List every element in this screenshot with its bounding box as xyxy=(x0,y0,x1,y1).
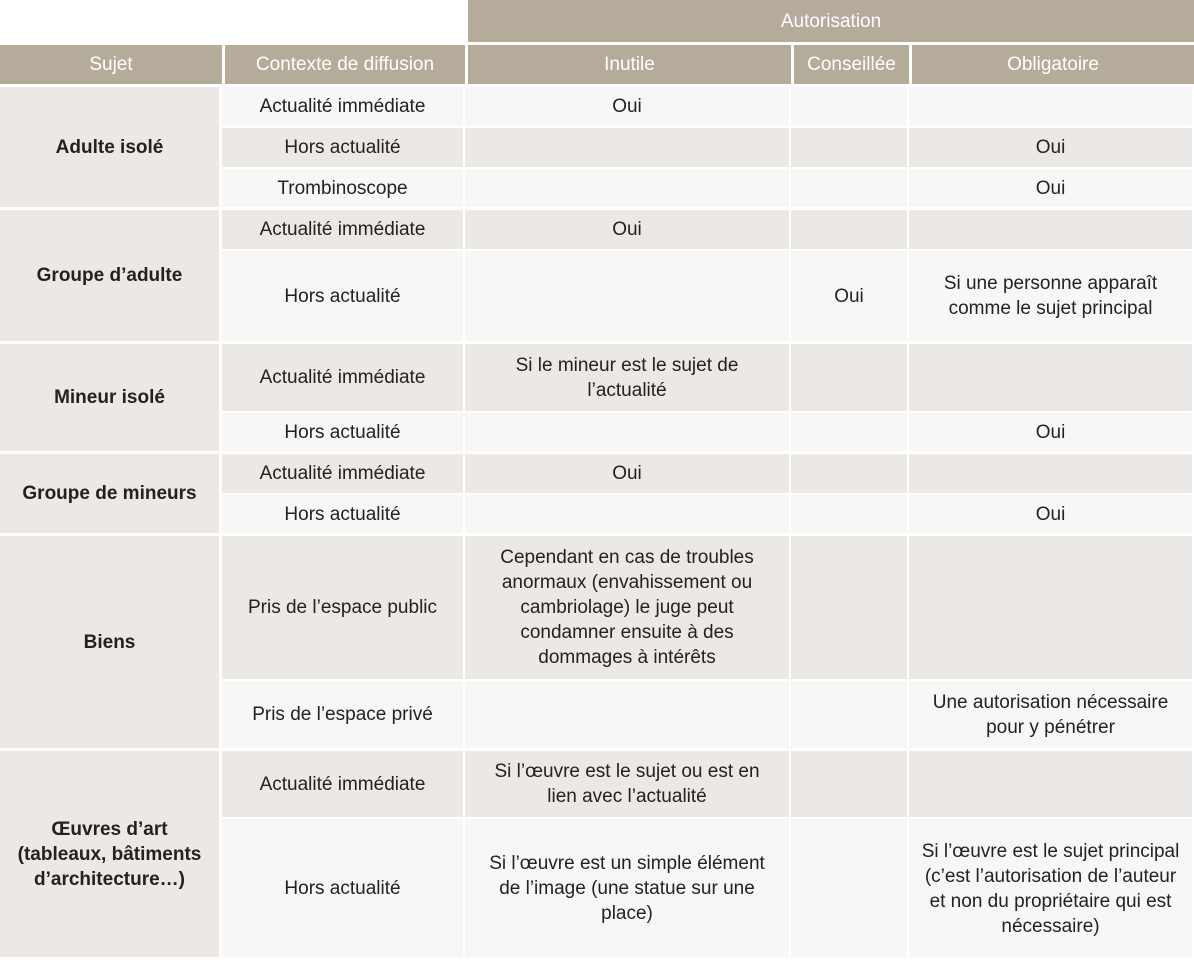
obligatoire-cell: Oui xyxy=(909,495,1194,536)
obligatoire-cell: Oui xyxy=(909,413,1194,454)
column-header-row xyxy=(0,45,1194,87)
conseillee-cell xyxy=(791,344,909,413)
col-header-inutile: Inutile xyxy=(465,45,791,87)
conseillee-cell xyxy=(791,819,909,960)
conseillee-cell xyxy=(791,210,909,251)
inutile-cell xyxy=(465,128,791,169)
inutile-cell: Cependant en cas de troubles anormaux (envahissement ou cambriolage) le juge peut condamner ensuite à des dommages à intérêts xyxy=(465,536,791,681)
subject-cell: Mineur isolé xyxy=(0,344,222,454)
context-cell: Hors actualité xyxy=(222,495,465,536)
obligatoire-cell: Si l’œuvre est le sujet principal (c’est l’autorisation de l’auteur et non du propriétaire qui est nécessaire) xyxy=(909,819,1194,960)
table-row xyxy=(0,751,1194,819)
table-row xyxy=(0,210,1194,251)
conseillee-cell: Oui xyxy=(791,251,909,344)
obligatoire-cell: Si une personne apparaît comme le sujet principal xyxy=(909,251,1194,344)
subject-cell: Adulte isolé xyxy=(0,87,222,210)
subject-cell: Groupe d’adulte xyxy=(0,210,222,344)
obligatoire-cell xyxy=(909,210,1194,251)
inutile-cell: Oui xyxy=(465,210,791,251)
col-header-contexte: Contexte de diffusion xyxy=(222,45,465,87)
context-cell: Actualité immédiate xyxy=(222,87,465,128)
conseillee-cell xyxy=(791,128,909,169)
obligatoire-cell xyxy=(909,87,1194,128)
inutile-cell xyxy=(465,169,791,210)
obligatoire-cell xyxy=(909,454,1194,495)
conseillee-cell xyxy=(791,751,909,819)
conseillee-cell xyxy=(791,454,909,495)
conseillee-cell xyxy=(791,169,909,210)
inutile-cell: Oui xyxy=(465,454,791,495)
context-cell: Trombinoscope xyxy=(222,169,465,210)
inutile-cell xyxy=(465,495,791,536)
col-header-conseillee: Conseillée xyxy=(791,45,909,87)
inutile-cell xyxy=(465,413,791,454)
conseillee-cell xyxy=(791,536,909,681)
obligatoire-cell xyxy=(909,536,1194,681)
conseillee-cell xyxy=(791,495,909,536)
subject-cell: Groupe de mineurs xyxy=(0,454,222,536)
obligatoire-cell xyxy=(909,344,1194,413)
context-cell: Hors actualité xyxy=(222,128,465,169)
obligatoire-cell xyxy=(909,751,1194,819)
obligatoire-cell: Oui xyxy=(909,169,1194,210)
obligatoire-cell: Une autorisation nécessaire pour y pénétrer xyxy=(909,681,1194,751)
obligatoire-cell: Oui xyxy=(909,128,1194,169)
context-cell: Actualité immédiate xyxy=(222,751,465,819)
conseillee-cell xyxy=(791,87,909,128)
subject-cell: Œuvres d’art (tableaux, bâtiments d’architecture…) xyxy=(0,751,222,960)
context-cell: Actualité immédiate xyxy=(222,344,465,413)
conseillee-cell xyxy=(791,681,909,751)
inutile-cell: Si l’œuvre est un simple élément de l’image (une statue sur une place) xyxy=(465,819,791,960)
table-row xyxy=(0,536,1194,681)
context-cell: Hors actualité xyxy=(222,413,465,454)
autorisation-group-header: Autorisation xyxy=(465,0,1194,45)
inutile-cell xyxy=(465,681,791,751)
table-row xyxy=(0,87,1194,128)
subject-cell: Biens xyxy=(0,536,222,751)
context-cell: Actualité immédiate xyxy=(222,210,465,251)
table-row xyxy=(0,454,1194,495)
conseillee-cell xyxy=(791,413,909,454)
group-header-row xyxy=(0,0,1194,45)
table-row xyxy=(0,344,1194,413)
context-cell: Pris de l’espace public xyxy=(222,536,465,681)
context-cell: Hors actualité xyxy=(222,819,465,960)
inutile-cell: Si le mineur est le sujet de l’actualité xyxy=(465,344,791,413)
header-spacer xyxy=(0,0,465,45)
inutile-cell: Oui xyxy=(465,87,791,128)
inutile-cell: Si l’œuvre est le sujet ou est en lien avec l’actualité xyxy=(465,751,791,819)
col-header-obligatoire: Obligatoire xyxy=(909,45,1194,87)
context-cell: Actualité immédiate xyxy=(222,454,465,495)
context-cell: Pris de l’espace privé xyxy=(222,681,465,751)
inutile-cell xyxy=(465,251,791,344)
col-header-sujet: Sujet xyxy=(0,45,222,87)
context-cell: Hors actualité xyxy=(222,251,465,344)
